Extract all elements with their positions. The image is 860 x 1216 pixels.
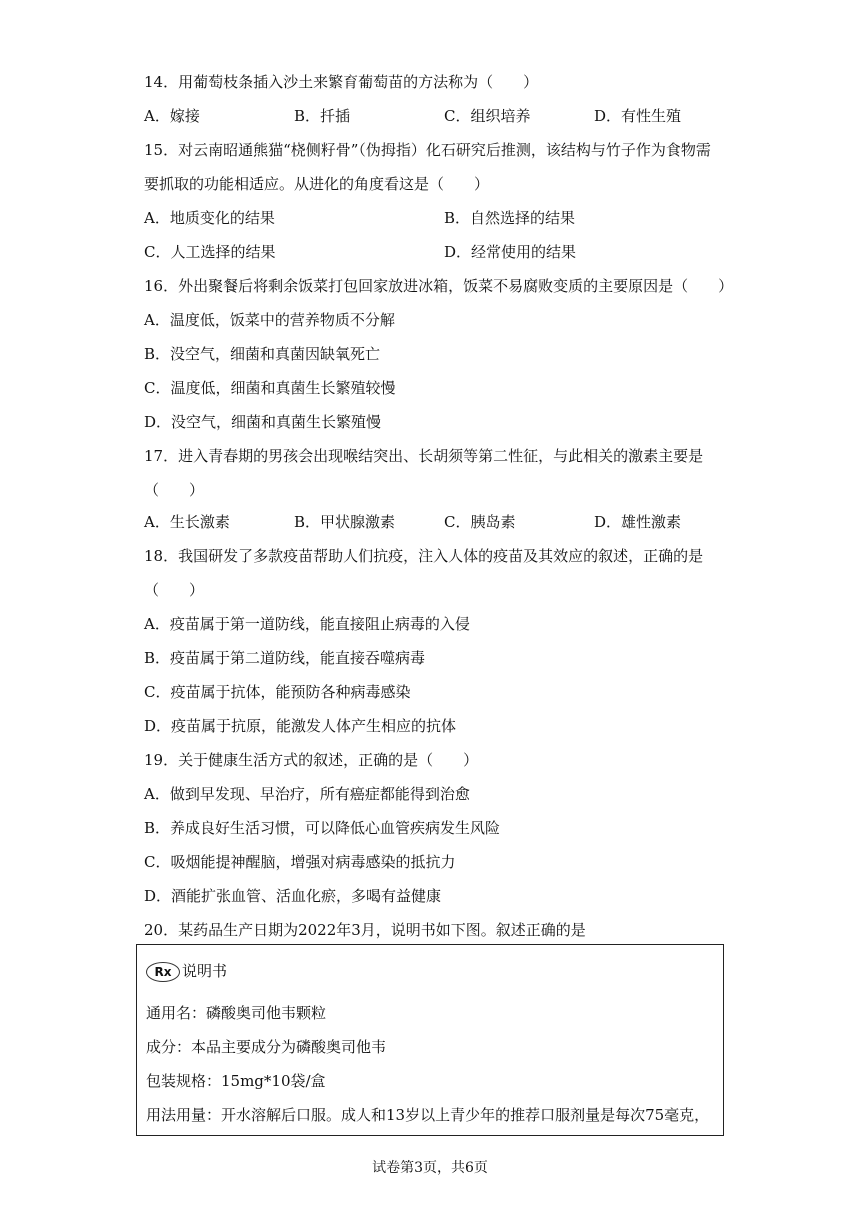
q17-option-a: A．生长激素 — [144, 513, 230, 531]
q19-option-a: A．做到早发现、早治疗，所有癌症都能得到治愈 — [144, 785, 470, 803]
q19-option-d: D．酒能扩张血管、活血化瘀，多喝有益健康 — [144, 887, 442, 905]
q14-option-d: D．有性生殖 — [594, 107, 682, 125]
q15-option-d: D．经常使用的结果 — [444, 243, 577, 261]
q19-option-b: B．养成良好生活习惯，可以降低心血管疾病发生风险 — [144, 819, 501, 837]
q14-option-a: A．嫁接 — [144, 107, 200, 125]
leaflet-ingredients: 成分：本品主要成分为磷酸奥司他韦 — [146, 1038, 387, 1056]
q16-stem: 16．外出聚餐后将剩余饭菜打包回家放进冰箱，饭菜不易腐败变质的主要原因是（ ） — [144, 277, 734, 295]
leaflet-header — [146, 961, 227, 982]
q15-option-b: B．自然选择的结果 — [444, 209, 576, 227]
q16-option-a: A．温度低，饭菜中的营养物质不分解 — [144, 311, 395, 329]
q20-stem: 20．某药品生产日期为2022年3月，说明书如下图。叙述正确的是 — [144, 921, 586, 939]
q14-option-b: B．扦插 — [294, 107, 351, 125]
drug-leaflet-box — [136, 944, 724, 1136]
q17-stem-line1: 17．进入青春期的男孩会出现喉结突出、长胡须等第二性征，与此相关的激素主要是 — [144, 447, 704, 465]
q18-option-b: B．疫苗属于第二道防线，能直接吞噬病毒 — [144, 649, 426, 667]
q17-option-b: B．甲状腺激素 — [294, 513, 396, 531]
leaflet-title: 说明书 — [182, 962, 228, 980]
q19-stem: 19．关于健康生活方式的叙述，正确的是（ ） — [144, 751, 479, 769]
q16-option-d: D．没空气，细菌和真菌生长繁殖慢 — [144, 413, 382, 431]
rx-icon: Rx — [146, 962, 180, 982]
leaflet-dosage: 用法用量：开水溶解后口服。成人和13岁以上青少年的推荐口服剂量是每次75毫克， — [146, 1106, 710, 1124]
q18-option-d: D．疫苗属于抗原，能激发人体产生相应的抗体 — [144, 717, 457, 735]
leaflet-package: 包装规格：15mg*10袋/盒 — [146, 1072, 326, 1090]
q17-option-d: D．雄性激素 — [594, 513, 682, 531]
q16-option-c: C．温度低，细菌和真菌生长繁殖较慢 — [144, 379, 396, 397]
q15-option-c: C．人工选择的结果 — [144, 243, 276, 261]
q14-stem: 14．用葡萄枝条插入沙土来繁育葡萄苗的方法称为（ ） — [144, 73, 539, 91]
q18-option-a: A．疫苗属于第一道防线，能直接阻止病毒的入侵 — [144, 615, 470, 633]
q14-option-c: C．组织培养 — [444, 107, 531, 125]
q15-option-a: A．地质变化的结果 — [144, 209, 275, 227]
leaflet-generic-name: 通用名：磷酸奥司他韦颗粒 — [146, 1004, 327, 1022]
q16-option-b: B．没空气，细菌和真菌因缺氧死亡 — [144, 345, 381, 363]
q18-stem-line1: 18．我国研发了多款疫苗帮助人们抗疫，注入人体的疫苗及其效应的叙述，正确的是 — [144, 547, 704, 565]
page-footer: 试卷第3页，共6页 — [372, 1160, 488, 1176]
q17-stem-line2: （ ） — [144, 481, 205, 499]
q15-stem-line2: 要抓取的功能相适应。从进化的角度看这是（ ） — [144, 175, 490, 193]
q18-option-c: C．疫苗属于抗体，能预防各种病毒感染 — [144, 683, 411, 701]
q18-stem-line2: （ ） — [144, 581, 205, 599]
q15-stem-line1: 15．对云南昭通熊猫“桡侧籽骨”（伪拇指）化石研究后推测，该结构与竹子作为食物需 — [144, 141, 711, 159]
q17-option-c: C．胰岛素 — [444, 513, 516, 531]
q19-option-c: C．吸烟能提神醒脑，增强对病毒感染的抵抗力 — [144, 853, 456, 871]
